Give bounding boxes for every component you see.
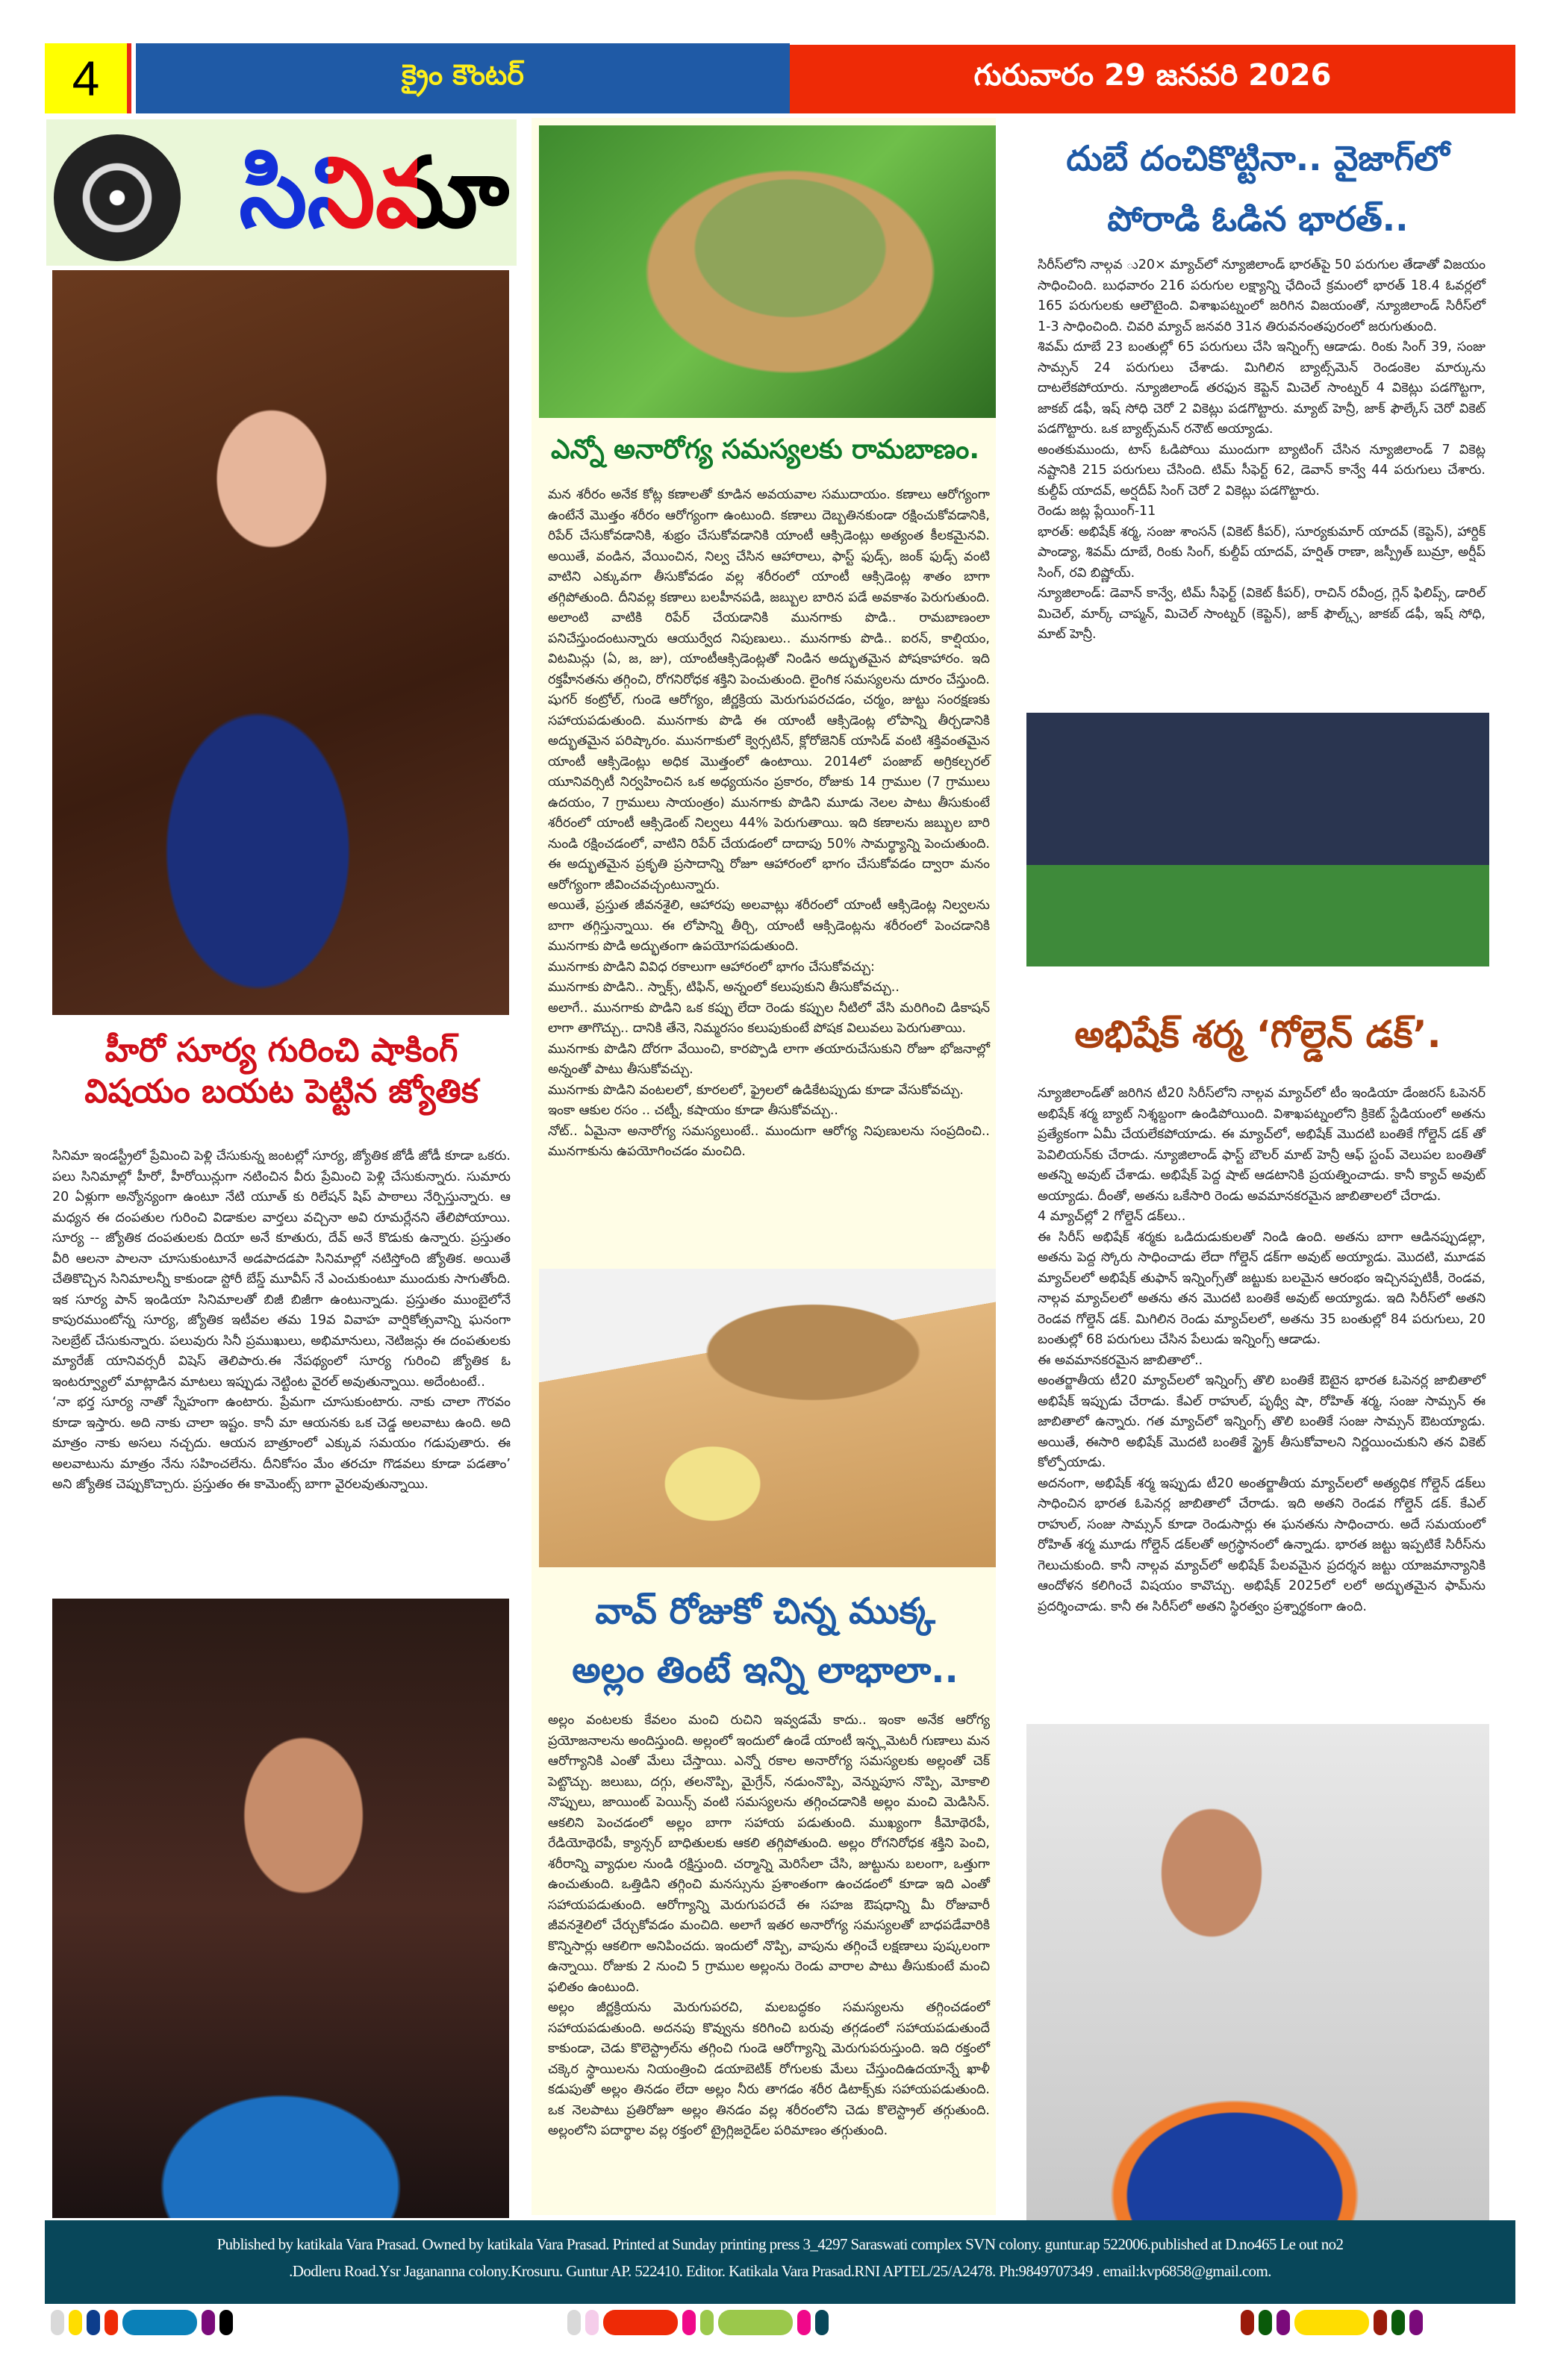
abhishek-sharma-photo: [1026, 1724, 1489, 2220]
paragraph: నోట్.. ఏమైనా అనారోగ్య సమస్యలుంటే.. ముందుగా ఆరోగ్య నిపుణులను సంప్రదించి.. మునగాకును ఉపయోగించడం మంచిది.: [548, 1123, 990, 1159]
paragraph: న్యూజిలాండ్: డెవాన్ కాన్వే, టిమ్ సీఫెర్ట్ (వికెట్ కీపర్), రాచిన్ రవీంద్ర, గ్లెన్ ఫిలిప్స్, డారిల్ మిచెల్, మార్క్ చాప్మన్, మిచెల్ సాంట్నర్ (కెప్టెన్), జాక్ ఫౌల్క్స్, జాకబ్ డఫీ, ఇష్ సోధి, మాట్ హెన్రీ.: [1038, 586, 1486, 642]
ginger-photo: [539, 1269, 996, 1567]
registration-marks-center: [567, 2308, 829, 2337]
registration-marks-left: [51, 2308, 233, 2337]
registration-mark: [585, 2310, 599, 2335]
registration-mark: [202, 2310, 215, 2335]
headline-line: దుబే దంచికొట్టినా.. వైజాగ్‌లో: [1066, 138, 1450, 178]
paragraph: అయితే, ప్రస్తుత జీవనశైలి, ఆహారపు అలవాట్లు శరీరంలో యాంటీ ఆక్సిడెంట్ల నిల్వలను బాగా తగ్గిస్తున్నాయి. ఈ లోపాన్ని తీర్చి, యాంటీ ఆక్సిడెంట్లను శరీరంలో పెంచడానికి మునగాకు పొడి అద్భుతంగా ఉపయోగపడుతుంది.: [548, 898, 990, 954]
registration-mark: [700, 2310, 714, 2335]
registration-mark: [567, 2310, 581, 2335]
cinema-logo: [46, 119, 517, 266]
jyothika-photo: [52, 1599, 509, 2218]
paragraph: 4 మ్యాచ్‌ల్లో 2 గోల్డెన్ డక్‌లు..: [1038, 1209, 1186, 1224]
registration-mark: [815, 2310, 829, 2335]
paragraph: మునగాకు పొడిని వంటలలో, కూరలలో, ఫ్రైలలో ఉడికేటప్పుడు కూడా వేసుకోవచ్చు.: [548, 1082, 964, 1098]
paragraph: మునగాకు పొడిని దోరగా వేయించి, కారప్పొడి లాగా తయారుచేసుకుని రోజూ భోజనాల్లో అన్నంతో పాటు తీసుకోవచ్చు.: [548, 1041, 990, 1077]
paragraph: సిరీస్‌లోని నాల్గవ ు20× మ్యాచ్‌లో న్యూజిలాండ్ భారత్‌పై 50 పరుగుల తేడాతో విజయం సాధించింది. బుధవారం 216 పరుగుల లక్ష్యాన్ని ఛేదించే క్రమంలో భారత్ 18.4 ఓవర్లలో 165 పరుగులకు ఆలౌటైంది. విశాఖపట్నంలో జరిగిన విజయంతో, న్యూజిలాండ్ సిరీస్‌లో 1-3 సాధించింది. చివరి మ్యాచ్ జనవరి 31న తిరువనంతపురంలో జరుగుతుంది.: [1038, 257, 1486, 334]
paragraph: ఈ సిరీస్ అభిషేక్ శర్మకు ఒడిదుడుకులతో నిండి ఉంది. అతను బాగా ఆడినప్పుడల్లా, అతను పెద్ద స్కోరు సాధించాడు లేదా గోల్డెన్ డక్‌గా అవుట్ అయ్యాడు. మొదటి, మూడవ మ్యాచ్‌లలో అభిషేక్ తుఫాన్ ఇన్నింగ్స్‌తో జట్టుకు బలమైన ఆరంభం ఇచ్చినప్పటికీ, రెండవ, నాల్గవ మ్యాచ్‌లలో అతను తన మొదటి బంతికే అవుట్ అయ్యాడు. ఇది సిరీస్‌లో అతని రెండవ గోల్డెన్ డక్. మిగిలిన రెండు మ్యాచ్‌లలో, అతను 35 బంతుల్లో 84 పరుగులు, 20 బంతుల్లో 68 పరుగులు చేసిన పేలుడు ఇన్నింగ్స్ ఆడాడు.: [1038, 1229, 1486, 1347]
paragraph: అంతర్జాతీయ టీ20 మ్యాచ్‌లలో ఇన్నింగ్స్ తొలి బంతికే ఔటైన భారత ఓపెనర్ల జాబితాలో అభిషేక్ ఇప్పుడు చేరాడు. కేఎల్ రాహుల్, పృథ్వీ షా, రోహిత్ శర్మ, సంజు సామ్సన్ ఈ జాబితాలో ఉన్నారు. గత మ్యాచ్‌లో ఇన్నింగ్స్ తొలి బంతికే సంజు సామ్సన్ ఔటయ్యాడు. అయితే, ఈసారి అభిషేక్ మొదటి బంతికే స్ట్రైక్ తీసుకోవాలని నిర్ణయించుకుని తన వికెట్ కోల్పోయాడు.: [1038, 1373, 1486, 1470]
jyothika-article-body: [52, 1146, 511, 1496]
footer-line: Published by katikala Vara Prasad. Owned by katikala Vara Prasad. Printed at Sunday printing press 3_4297 Saraswati complex SVN colony. guntur.ap 522006.published at D.no465 Le out no2: [216, 2235, 1344, 2253]
paragraph: సినిమా ఇండస్ట్రీలో ప్రేమించి పెళ్లి చేసుకున్న జంటల్లో సూర్య, జ్యోతిక జోడీ జోడీ కూడా ఒకరు. పలు సినిమాల్లో హీరో, హీరోయిన్లుగా నటించిన వీరు ప్రేమించి పెళ్లి చేసుకున్నారు. సుమారు 20 ఏళ్లుగా అన్యోన్యంగా ఉంటూ నేటి యూత్ కు రిలేషన్ షిప్ పాఠాలు నేర్పిస్తున్నారు. ఆ మధ్యన ఈ దంపతుల గురించి విడాకుల వార్తలు వచ్చినా అవి రూమర్లేనని తేలిపోయాయి. సూర్య -- జ్యోతిక దంపతులకు దియా అనే కూతురు, దేవ్ అనే కొడుకు ఉన్నారు. ప్రస్తుతం వీరి ఆలనా పాలనా చూసుకుంటూనే అడపాదడపా సినిమాల్లో నటిస్తోంది జ్యోతిక. అయితే చేతికొచ్చిన సినిమాలన్నీ కాకుండా స్టోరీ బేస్డ్ మూవీస్ నే ఎంచుకుంటూ ముందుకు సాగుతోంది. ఇక సూర్య పాన్ ఇండియా సినిమాలతో బిజీ బిజీగా ఉంటున్నాడు. ప్రస్తుతం ముంబైలోనే కాపురముంటోన్న సూర్య, జ్యోతిక ఇటీవల తమ 19వ వివాహ వార్షికోత్సవాన్ని ఘనంగా సెలబ్రేట్ చేసుకున్నారు. పలువురు సినీ ప్రముఖులు, అభిమానులు, నెటిజన్లు ఈ దంపతులకు మ్యారేజ్ యానివర్సరీ విషెస్ తెలిపారు.ఈ నేపథ్యంలో సూర్య గురించి జ్యోతిక ఓ ఇంటర్వ్యూలో మాట్లాడిన మాటలు ఇప్పుడు నెట్టింట వైరల్ అవుతున్నాయి. అదేంటంటే..: [52, 1149, 511, 1390]
paragraph: శివమ్ దూబే 23 బంతుల్లో 65 పరుగులు చేసి ఇన్నింగ్స్ ఆడాడు. రింకు సింగ్ 39, సంజు సామ్సన్ 24 పరుగులు చేశాడు. మిగిలిన బ్యాట్స్‌మెన్ రెండంకెల మార్కును దాటలేకపోయారు. న్యూజిలాండ్ తరఫున కెప్టెన్ మిచెల్ సాంట్నర్ 4 వికెట్లు పడగొట్టగా, జాకబ్ డఫీ, ఇష్ సోధి చెరో 2 వికెట్లు పడగొట్టారు. మ్యాట్ హెన్రీ, జాక్ ఫౌల్కేస్ చెరో వికెట్ పడగొట్టారు. ఒక బ్యాట్స్‌మన్ రనౌట్ అయ్యాడు.: [1038, 340, 1486, 437]
moringa-powder-photo: [539, 125, 996, 418]
paragraph: అల్లం జీర్ణక్రియను మెరుగుపరచి, మలబద్ధకం సమస్యలను తగ్గించడంలో సహాయపడుతుంది. అదనపు కొవ్వును కరిగించి బరువు తగ్గడంలో సహాయపడుతుందే కాకుండా, చెడు కొలెస్ట్రాల్‌ను తగ్గించి గుండె ఆరోగ్యాన్ని మెరుగుపరుస్తుంది. ఇది రక్తంలో చక్కెర స్థాయిలను నియంత్రించి డయాబెటిక్ రోగులకు మేలు చేస్తుందిఉదయాన్నే ఖాళీ కడుపుతో అల్లం తినడం లేదా అల్లం నీరు తాగడం శరీర డిటాక్స్‌కు సహాయపడుతుంది. ఒక నెలపాటు ప్రతిరోజూ అల్లం తినడం వల్ల శరీరంలోని చెడు కొలెస్ట్రాల్ తగ్గుతుంది. అల్లంలోని పదార్థాల వల్ల రక్తంలో ట్రైగ్లిజరైడ్‌ల పరిమాణం తగ్గుతుంది.: [548, 2000, 990, 2138]
registration-mark: [1241, 2310, 1254, 2335]
paragraph: ఇంకా ఆకుల రసం .. చట్నీ, కషాయం కూడా తీసుకోవచ్చు..: [548, 1103, 838, 1118]
abhishek-headline: అభిషేక్ శర్మ ‘గోల్డెన్ డక్’.: [1074, 1013, 1441, 1056]
dube-article-body: [1038, 255, 1486, 646]
registration-mark: [1374, 2310, 1387, 2335]
paragraph: అదనంగా, అభిషేక్ శర్మ ఇప్పుడు టీ20 అంతర్జాతీయ మ్యాచ్‌లలో అత్యధిక గోల్డెన్ డక్‌లు సాధించిన భారత ఓపెనర్ల జాబితాలో చేరాడు. ఇది అతని రెండవ గోల్డెన్ డక్. కేఎల్ రాహుల్, సంజు సామ్సన్ కూడా రెండుసార్లు ఈ ఘనతను సాధించారు. అదే సమయంలో రోహిత్ శర్మ మూడు గోల్డెన్ డక్‌లతో అగ్రస్థానంలో ఉన్నాడు. భారత జట్టు ఇప్పటికే సిరీస్‌ను గెలుచుకుంది. కానీ నాల్గవ మ్యాచ్‌లో అభిషేక్ పేలవమైన ప్రదర్శన జట్టు యాజమాన్యానికి ఆందోళన కలిగించే విషయం కావొచ్చు. అభిషేక్ 2025లో లలో అద్భుతమైన ఫామ్‌ను ప్రదర్శించాడు. కానీ ఈ సిరీస్‌లో అతని స్థిరత్వం ప్రశ్నార్థకంగా ఉంది.: [1038, 1475, 1486, 1614]
registration-mark: [1259, 2310, 1272, 2335]
paragraph: ‘నా భర్త సూర్య నాతో స్నేహంగా ఉంటారు. ప్రేమగా చూసుకుంటారు. నాకు చాలా గౌరవం కూడా ఇస్తారు. అది నాకు చాలా ఇష్టం. కానీ మా ఆయనకు ఒక చెడ్డ అలవాటు ఉంది. అది మాత్రం నాకు అసలు నచ్చదు. ఆయన బాత్రూంలో ఎక్కువ సమయం గడుపుతారు. ఈ అలవాటును మాత్రం నేను సహించలేను. దీనికోసం మేం తరచూ గొడవలు కూడా పడతాం’ అని జ్యోతిక చెప్పుకొచ్చారు. ప్రస్తుతం ఈ కామెంట్స్ బాగా వైరలవుతున్నాయి.: [52, 1395, 511, 1492]
paragraph: ఈ అవమానకరమైన జాబితాలో..: [1038, 1352, 1203, 1368]
headline-line: విషయం బయట పెట్టిన జ్యోతిక: [84, 1072, 479, 1111]
headline-line: పోరాడి ఓడిన భారత్..: [1107, 198, 1409, 239]
issue-date: గురువారం 29 జనవరి 2026: [790, 45, 1515, 113]
registration-mark: [122, 2310, 197, 2335]
moringa-headline: ఎన్నో అనారోగ్య సమస్యలకు రామబాణం.: [550, 434, 980, 465]
registration-marks-right: [1241, 2308, 1423, 2337]
paragraph: రెండు జట్ల ప్లేయింగ్-11: [1038, 504, 1156, 519]
ginger-article-body: [548, 1711, 990, 2142]
paragraph: అంతకుముందు, టాస్ ఓడిపోయి ముందుగా బ్యాటింగ్ చేసిన న్యూజిలాండ్ 7 వికెట్ల నష్టానికి 215 పరుగులు చేసింది. టిమ్ సీఫెర్ట్ 62, డెవాన్ కాన్వే 44 పరుగులు చేశారు. కుల్దీప్ యాదవ్, అర్షదీప్ సింగ్ చెరో 2 వికెట్లు పడగొట్టారు.: [1038, 442, 1486, 499]
dube-headline: [1023, 128, 1493, 249]
film-reel-icon: [54, 134, 181, 261]
page-number: 4: [45, 43, 131, 113]
abhishek-article-body: [1038, 1084, 1486, 1617]
registration-mark: [1391, 2310, 1405, 2335]
actress-photo: [52, 270, 509, 1015]
registration-mark: [603, 2310, 678, 2335]
paragraph: మన శరీరం అనేక కోట్ల కణాలతో కూడిన అవయవాల సముదాయం. కణాలు ఆరోగ్యంగా ఉంటేనే మొత్తం శరీరం ఆరోగ్యంగా ఉంటుంది. కణాలు దెబ్బతినకుండా రక్షించుకోవడానికి, రిపేర్ చేసుకోవడానికి, శుభ్రం చేసుకోవడానికి యాంటీ ఆక్సిడెంట్లు అత్యంత కీలకమైనవి. అయితే, వండిన, వేయించిన, నిల్వ చేసిన ఆహారాలు, ఫాస్ట్ ఫుడ్స్, జంక్ ఫుడ్స్ వంటి వాటిని ఎక్కువగా తీసుకోవడం వల్ల శరీరంలో యాంటీ ఆక్సిడెంట్ల శాతం బాగా తగ్గిపోతుంది. దీనివల్ల కణాలు బలహీనపడి, జబ్బుల బారిన పడే అవకాశం పెరుగుతుంది. అలాంటి వాటికి రిపేర్ చేయడానికి మునగాకు పొడి.. రామబాణంలా పనిచేస్తుందంటున్నారు ఆయుర్వేద నిపుణులు.. మునగాకు పొడి.. ఐరన్, కాల్షియం, విటమిన్లు (ఏ, జ, జు), యాంటీఆక్సిడెంట్లతో నిండిన అద్భుతమైన పోషకాహారం. ఇది రక్తహీనతను తగ్గించి, రోగనిరోధక శక్తిని పెంచుతుంది. లైంగిక సమస్యలను దూరం చేస్తుంది. షుగర్ కంట్రోల్, గుండె ఆరోగ్యం, జీర్ణక్రియ మెరుగుపరచడం, చర్మం, జుట్టు సంరక్షణకు సహాయపడుతుంది. మునగాకు పొడి ఈ యాంటీ ఆక్సిడెంట్ల లోపాన్ని తీర్చడానికి అద్భుతమైన పరిష్కారం. మునగాకులో క్వెర్సటిన్, క్లోరోజెనిక్ యాసిడ్ వంటి శక్తివంతమైన యాంటీ ఆక్సిడెంట్లు అధిక మొత్తంలో ఉంటాయి. 2014లో పంజాబ్ అగ్రికల్చరల్ యూనివర్సిటీ నిర్వహించిన ఒక అధ్యయనం ప్రకారం, రోజుకు 14 గ్రాముల (7 గ్రాములు ఉదయం, 7 గ్రాములు సాయంత్రం) మునగాకు పొడిని మూడు నెలల పాటు తీసుకుంటే శరీరంలో యాంటీ ఆక్సిడెంట్ నిల్వలు 44% పెరుగుతాయి. ఇది కణాలను జబ్బుల బారి నుండి రక్షించడంలో, వాటిని రిపేర్ చేయడంలో దాదాపు 50% సామర్థ్యాన్ని పెంచుతుంది. ఈ అద్భుతమైన ప్రకృతి ప్రసాదాన్ని రోజూ ఆహారంలో భాగం చేసుకోవడం ద్వారా మనం ఆరోగ్యంగా జీవించవచ్చంటున్నారు.: [548, 487, 990, 893]
cricket-match-photo: [1026, 713, 1489, 966]
registration-mark: [797, 2310, 811, 2335]
registration-mark: [69, 2310, 82, 2335]
footer-line: .Dodleru Road.Ysr Jagananna colony.Krosuru. Guntur AP. 522410. Editor. Katikala Vara Prasad.RNI APTEL/25/A2478. Ph:9849707349 . email:kvp6858@gmail.com.: [289, 2262, 1271, 2280]
registration-mark: [1294, 2310, 1369, 2335]
paragraph: అల్లం వంటలకు కేవలం మంచి రుచిని ఇవ్వడమే కాదు.. ఇంకా అనేక ఆరోగ్య ప్రయోజనాలను అందిస్తుంది. అల్లంలో ఇందులో ఉండే యాంటీ ఇన్ఫ్లమెటరీ గుణాలు మన ఆరోగ్యానికి ఎంతో మేలు చేస్తాయి. ఎన్నో రకాల అనారోగ్య సమస్యలకు అల్లంతో చెక్ పెట్టొచ్చు. జలుబు, దగ్గు, తలనొప్పి, మైగ్రేన్, నడుంనొప్పి, వెన్నుపూస నొప్పి, మోకాలి నొప్పులు, జాయింట్ పెయిన్స్ వంటి సమస్యలను తగ్గించడానికి అల్లం మంచి మెడిసిన్. ఆకలిని పెంచడంలో అల్లం బాగా సహాయ పడుతుంది. ముఖ్యంగా కీమోథెరపీ, రేడియోథెరపీ, క్యాన్సర్ బాధితులకు ఆకలి తగ్గిపోతుంది. అల్లం రోగనిరోధక శక్తిని పెంచి, శరీరాన్ని వ్యాధుల నుండి రక్షిస్తుంది. చర్మాన్ని మెరిసేలా చేసి, జుట్టును బలంగా, ఒత్తుగా ఉంచుతుంది. ఒత్తిడిని తగ్గించి మనస్సును ప్రశాంతంగా ఉంచడంలో కూడా ఇది ఎంతో సహాయపడుతుంది. ఆరోగ్యాన్ని మెరుగుపరచే ఈ సహజ ఔషధాన్ని మీ రోజువారీ జీవనశైలిలో చేర్చుకోవడం మంచిది. అలాగే ఇతర అనారోగ్య సమస్యలతో బాధపడేవారికి కొన్నిసార్లు ఆకలిగా అనిపించదు. ఇందులో నొప్పి, వాపును తగ్గించే లక్షణాలు పుష్కలంగా ఉన్నాయి. రోజుకు 2 నుంచి 5 గ్రాముల అల్లంను రెండు వారాల పాటు తీసుకుంటే మంచి ఫలితం ఉంటుంది.: [548, 1713, 990, 1995]
publisher-footer: [45, 2220, 1515, 2304]
registration-mark: [105, 2310, 118, 2335]
registration-mark: [1409, 2310, 1423, 2335]
headline-line: అల్లం తింటే ఇన్ని లాభాలా..: [572, 1649, 958, 1692]
registration-mark: [1277, 2310, 1290, 2335]
headline-line: హీరో సూర్య గురించి షాకింగ్: [105, 1031, 458, 1069]
headline-line: వావ్ రోజుకో చిన్న ముక్క: [595, 1590, 935, 1632]
registration-mark: [219, 2310, 233, 2335]
cinema-logo-text: సినిమా: [239, 136, 509, 249]
paragraph: మునగాకు పొడిని వివిధ రకాలుగా ఆహారంలో భాగం చేసుకోవచ్చు:: [548, 959, 875, 975]
paragraph: మునగాకు పొడిని.. స్నాక్స్, టిఫిన్, అన్నంలో కలుపుకుని తీసుకోవచ్చు..: [548, 980, 900, 995]
moringa-article-body: [548, 485, 990, 1163]
registration-mark: [51, 2310, 64, 2335]
registration-mark: [87, 2310, 100, 2335]
ginger-headline: [533, 1582, 997, 1700]
jyothika-headline: [46, 1030, 517, 1112]
section-title: క్రైం కౌంటర్: [136, 43, 790, 113]
registration-mark: [718, 2310, 793, 2335]
registration-mark: [682, 2310, 696, 2335]
paragraph: భారత్: అభిషేక్ శర్మ, సంజు శాంసన్ (వికెట్ కీపర్), సూర్యకుమార్ యాదవ్ (కెప్టెన్), హార్దిక్ పాండ్యా, శివమ్ దూబే, రింకు సింగ్, కుల్దీప్ యాదవ్, హర్షిత్ రాణా, జస్ప్రీత్ బుమ్రా, అర్షీప్ సింగ్, రవి బిష్ణోయ్.: [1038, 524, 1486, 581]
paragraph: న్యూజిలాండ్‌తో జరిగిన టీ20 సిరీస్‌లోని నాల్గవ మ్యాచ్‌లో టీం ఇండియా డేంజరస్ ఓపెనర్ అభిషేక్ శర్మ బ్యాట్ నిశ్శబ్దంగా ఉండిపోయింది. విశాఖపట్నంలోని క్రికెట్ స్టేడియంలో అతను ప్రత్యేకంగా ఏమీ చేయలేకపోయాడు. ఈ మ్యాచ్‌లో, అభిషేక్ మొదటి బంతికే గోల్డెన్ డక్ తో పెవిలియన్‌కు చేరాడు. న్యూజిలాండ్ ఫాస్ట్ బౌలర్ మాట్ హెన్రీ ఆఫ్ స్టంప్ వెలుపల బంతితో అతన్ని అవుట్ చేశాడు. అభిషేక్ పెద్ద షాట్ ఆడటానికి ప్రయత్నించాడు. కానీ క్యాచ్ అవుట్ అయ్యాడు. దీంతో, అతను ఒకేసారి రెండు అవమానకరమైన జాబితాలలో చేరాడు.: [1038, 1086, 1486, 1204]
paragraph: అలాగే.. మునగాకు పొడిని ఒక కప్పు లేదా రెండు కప్పుల నీటిలో వేసి మరిగించి డికాషన్ లాగా తాగొచ్చు.. దానికి తేనె, నిమ్మరసం కలుపుకుంటే పోషక విలువలు పెరుగుతాయి.: [548, 1000, 990, 1036]
